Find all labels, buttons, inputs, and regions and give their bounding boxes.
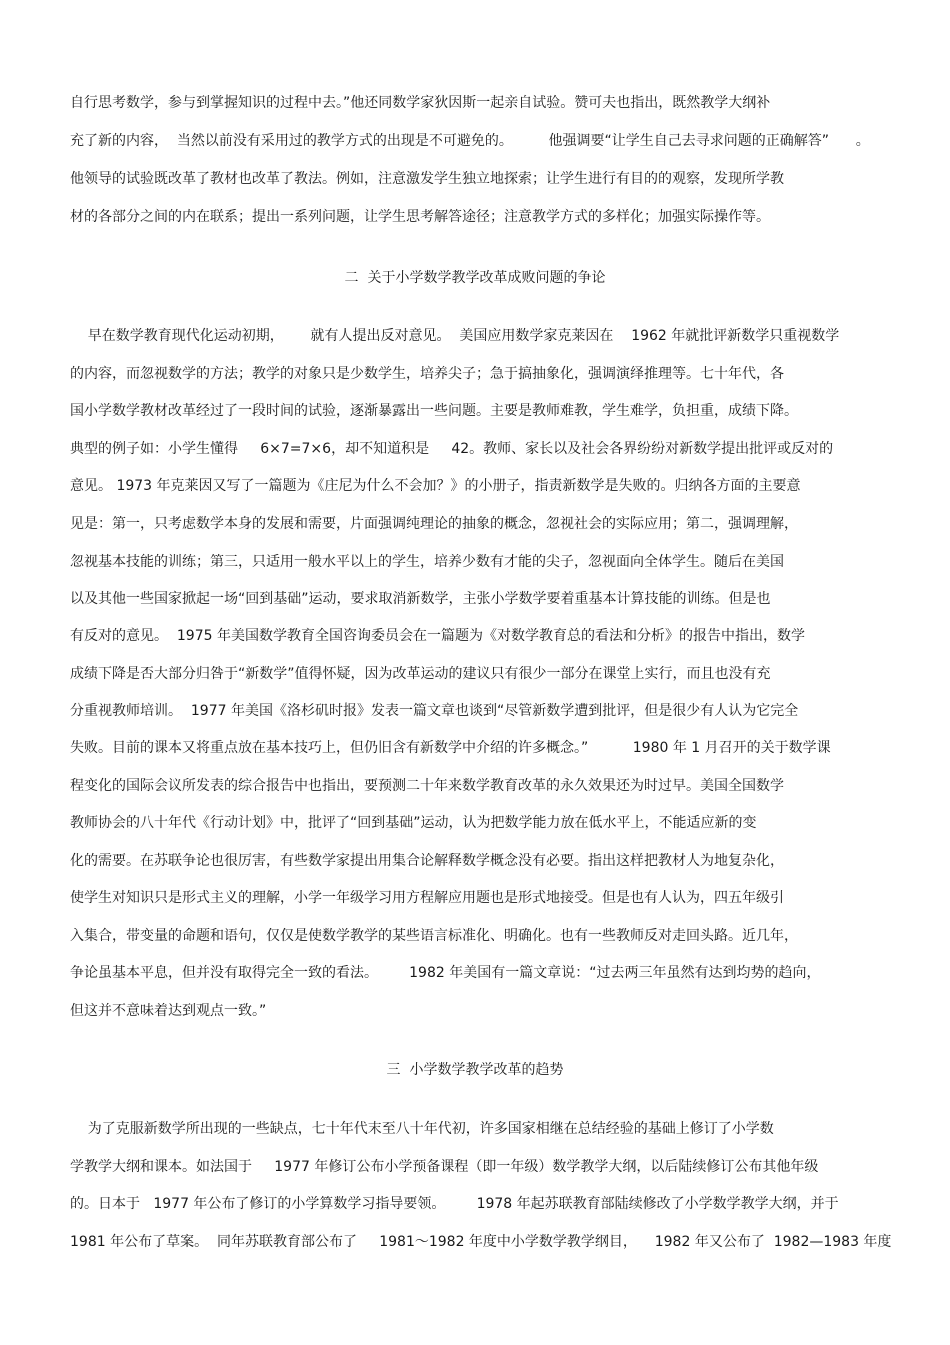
text-line: 使学生对知识只是形式主义的理解，小学一年级学习用方程解应用题也是形式地接受。但是也有人认为，四五年级引 [70, 890, 784, 906]
text-line: 充了新的内容， 当然以前没有采用过的教学方式的出现是不可避免的。 他强调要“让学生自己去寻求问题的正确解答” 。 [70, 133, 870, 149]
text-line: 自行思考数学，参与到掌握知识的过程中去。”他还同数学家狄因斯一起亲自试验。赞可夫也指出，既然教学大纲补 [70, 95, 771, 111]
text-line: 争论虽基本平息，但并没有取得完全一致的看法。 1982 年美国有一篇文章说：“过去两三年虽然有达到均势的趋向， [70, 965, 821, 981]
text-line: 但这并不意味着达到观点一致。” [70, 1003, 267, 1019]
text-line: 国小学数学教材改革经过了一段时间的试验，逐渐暴露出一些问题。主要是教师难教，学生难学，负担重，成绩下降。 [70, 403, 798, 419]
text-line: 学教学大纲和课本。如法国于 1977 年修订公布小学预备课程（即一年级）数学教学大纲，以后陆续修订公布其他年级 [70, 1159, 819, 1175]
text-line: 程变化的国际会议所发表的综合报告中也指出，要预测二十年来数学教育改革的永久效果还为时过早。美国全国数学 [70, 778, 784, 794]
text-line: 失败。目前的课本又将重点放在基本技巧上，但仍旧含有新数学中介绍的许多概念。” 1980 年 1 月召开的关于数学课 [70, 740, 831, 756]
text-line: 意见。 1973 年克莱因又写了一篇题为《庄尼为什么不会加？》的小册子，指责新数学是失败的。归纳各方面的主要意 [70, 478, 801, 494]
text-line: 有反对的意见。 1975 年美国数学教育全国咨询委员会在一篇题为《对数学教育总的看法和分析》的报告中指出，数学 [70, 628, 805, 644]
text-line: 化的需要。在苏联争论也很厉害，有些数学家提出用集合论解释数学概念没有必要。指出这样把教材人为地复杂化， [70, 853, 784, 869]
text-line: 早在数学教育现代化运动初期， 就有人提出反对意见。 美国应用数学家克莱因在 1962 年就批评新数学只重视数学 [70, 328, 840, 344]
text-line: 见是：第一，只考虑数学本身的发展和需要，片面强调纯理论的抽象的概念，忽视社会的实际应用；第二，强调理解， [70, 516, 798, 532]
text-line: 教师协会的八十年代《行动计划》中，批评了“回到基础”运动，认为把数学能力放在低水平上，不能适应新的变 [70, 815, 757, 831]
text-line: 典型的例子如：小学生懂得 6×7=7×6，却不知道积是 42。教师、家长以及社会各界纷纷对新数学提出批评或反对的 [70, 441, 834, 457]
text-line: 成绩下降是否大部分归咎于“新数学”值得怀疑，因为改革运动的建议只有很少一部分在课堂上实行，而且也没有充 [70, 666, 771, 682]
text-line: 分重视教师培训。 1977 年美国《洛杉矶时报》发表一篇文章也谈到“尽管新数学遭到批评，但是很少有人认为它完全 [70, 703, 799, 719]
section-heading-3: 三 小学数学教学改革的趋势 [386, 1062, 564, 1078]
text-line: 他领导的试验既改革了教材也改革了教法。例如，注意激发学生独立地探索；让学生进行有目的的观察，发现所学教 [70, 171, 784, 187]
text-line: 的。日本于 1977 年公布了修订的小学算数学习指导要领。 1978 年起苏联教育部陆续修改了小学数学教学大纲，并于 [70, 1196, 839, 1212]
section-heading-2: 二 关于小学数学教学改革成败问题的争论 [344, 270, 606, 286]
text-line: 1981 年公布了草案。 同年苏联教育部公布了 1981～1982 年度中小学数学教学纲目， 1982 年又公布了 1982—1983 年度 [70, 1234, 892, 1250]
text-line: 材的各部分之间的内在联系；提出一系列问题，让学生思考解答途径；注意教学方式的多样化；加强实际操作等。 [70, 209, 770, 225]
text-line: 入集合，带变量的命题和语句，仅仅是使数学教学的某些语言标准化、明确化。也有一些教师反对走回头路。近几年， [70, 928, 798, 944]
text-line: 以及其他一些国家掀起一场“回到基础”运动，要求取消新数学，主张小学数学要着重基本计算技能的训练。但是也 [70, 591, 771, 607]
text-line: 忽视基本技能的训练；第三，只适用一般水平以上的学生，培养少数有才能的尖子，忽视面向全体学生。随后在美国 [70, 554, 784, 570]
text-line: 为了克服新数学所出现的一些缺点，七十年代末至八十年代初，许多国家相继在总结经验的基础上修订了小学数 [70, 1121, 774, 1137]
text-line: 的内容，而忽视数学的方法；教学的对象只是少数学生，培养尖子；急于搞抽象化，强调演绎推理等。七十年代，各 [70, 366, 784, 382]
